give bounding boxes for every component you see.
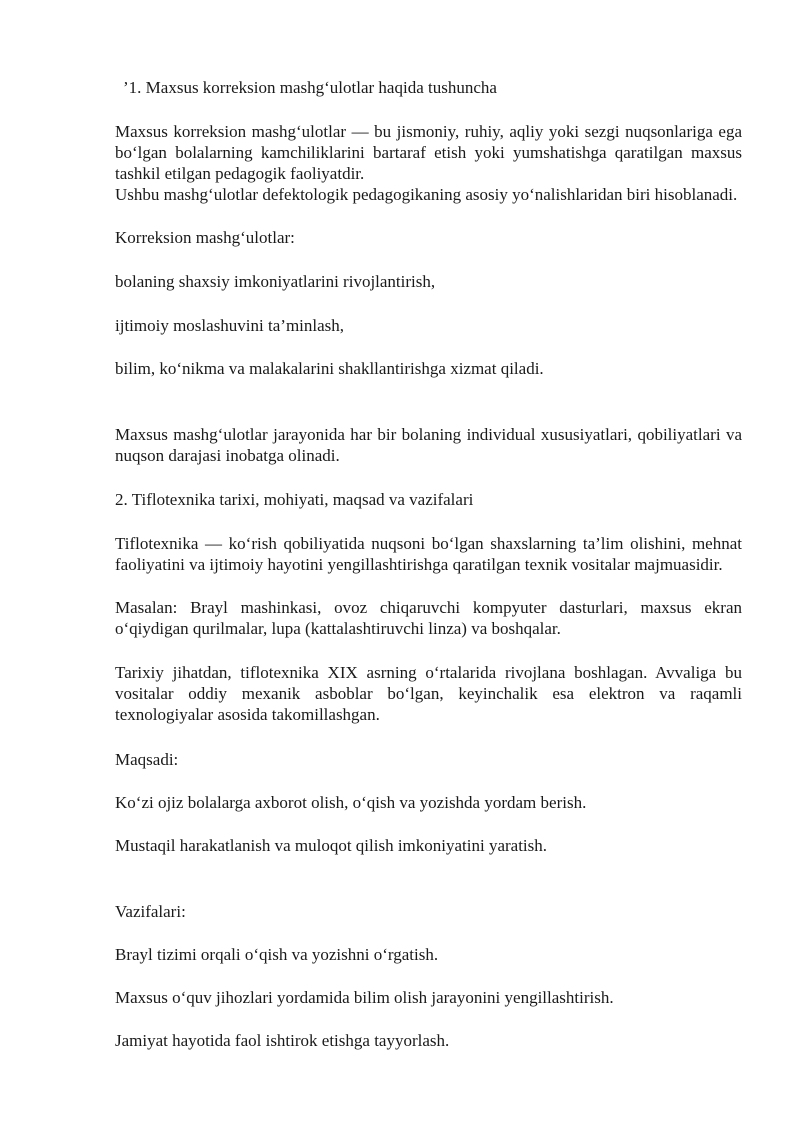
list-item-3: bilim, ko‘nikma va malakalarini shakllantirishga xizmat qiladi. <box>115 359 544 378</box>
task-item-3: Jamiyat hayotida faol ishtirok etishga tayyorlash. <box>115 1031 450 1050</box>
section-heading-1: ’1. Maxsus korreksion mashg‘ulotlar haqida tushuncha <box>123 78 497 97</box>
section-heading-2: 2. Tiflotexnika tarixi, mohiyati, maqsad va vazifalari <box>115 490 474 509</box>
paragraph-direction: Ushbu mashg‘ulotlar defektologik pedagogikaning asosiy yo‘nalishlaridan biri hisoblanadi. <box>115 185 738 204</box>
list-item-2: ijtimoiy moslashuvini ta’minlash, <box>115 316 345 335</box>
paragraph-definition: Maxsus korreksion mashg‘ulotlar — bu jismoniy, ruhiy, aqliy yoki sezgi nuqsonlariga ega bo‘lgan bolalarning kamchiliklarini bartaraf etish yoki yumshatishga qaratilgan maxsus tashkil etilgan pedagogik faoliyatdir. <box>115 122 742 183</box>
list-item-1: bolaning shaxsiy imkoniyatlarini rivojlantirish, <box>115 272 436 291</box>
task-item-2: Maxsus o‘quv jihozlari yordamida bilim olish jarayonini yengillashtirish. <box>115 988 614 1007</box>
paragraph-tiflotexnika-definition: Tiflotexnika — ko‘rish qobiliyatida nuqsoni bo‘lgan shaxslarning ta’lim olishini, mehnat faoliyatini va ijtimoiy hayotini yengillashtirishga qaratilgan texnik vositalar majmuasidir. <box>115 534 742 574</box>
paragraph-list-intro: Korreksion mashg‘ulotlar: <box>115 228 295 247</box>
paragraph-individual: Maxsus mashg‘ulotlar jarayonida har bir bolaning individual xususiyatlari, qobiliyatlari va nuqson darajasi inobatga olinadi. <box>115 425 742 465</box>
goal-item-1: Ko‘zi ojiz bolalarga axborot olish, o‘qish va yozishda yordam berish. <box>115 793 587 812</box>
goal-item-2: Mustaqil harakatlanish va muloqot qilish imkoniyatini yaratish. <box>115 836 548 855</box>
paragraph-history: Tarixiy jihatdan, tiflotexnika XIX asrning o‘rtalarida rivojlana boshlagan. Avvaliga bu vositalar oddiy mexanik asboblar bo‘lgan, keyinchalik esa elektron va raqamli texnologiyalar asosida takomillashgan. <box>115 663 742 724</box>
task-item-1: Brayl tizimi orqali o‘qish va yozishni o‘rgatish. <box>115 945 439 964</box>
goals-label: Maqsadi: <box>115 750 179 769</box>
tasks-label: Vazifalari: <box>115 902 186 921</box>
paragraph-examples: Masalan: Brayl mashinkasi, ovoz chiqaruvchi kompyuter dasturlari, maxsus ekran o‘qiydigan qurilmalar, lupa (kattalashtiruvchi linza) va boshqalar. <box>115 598 742 638</box>
